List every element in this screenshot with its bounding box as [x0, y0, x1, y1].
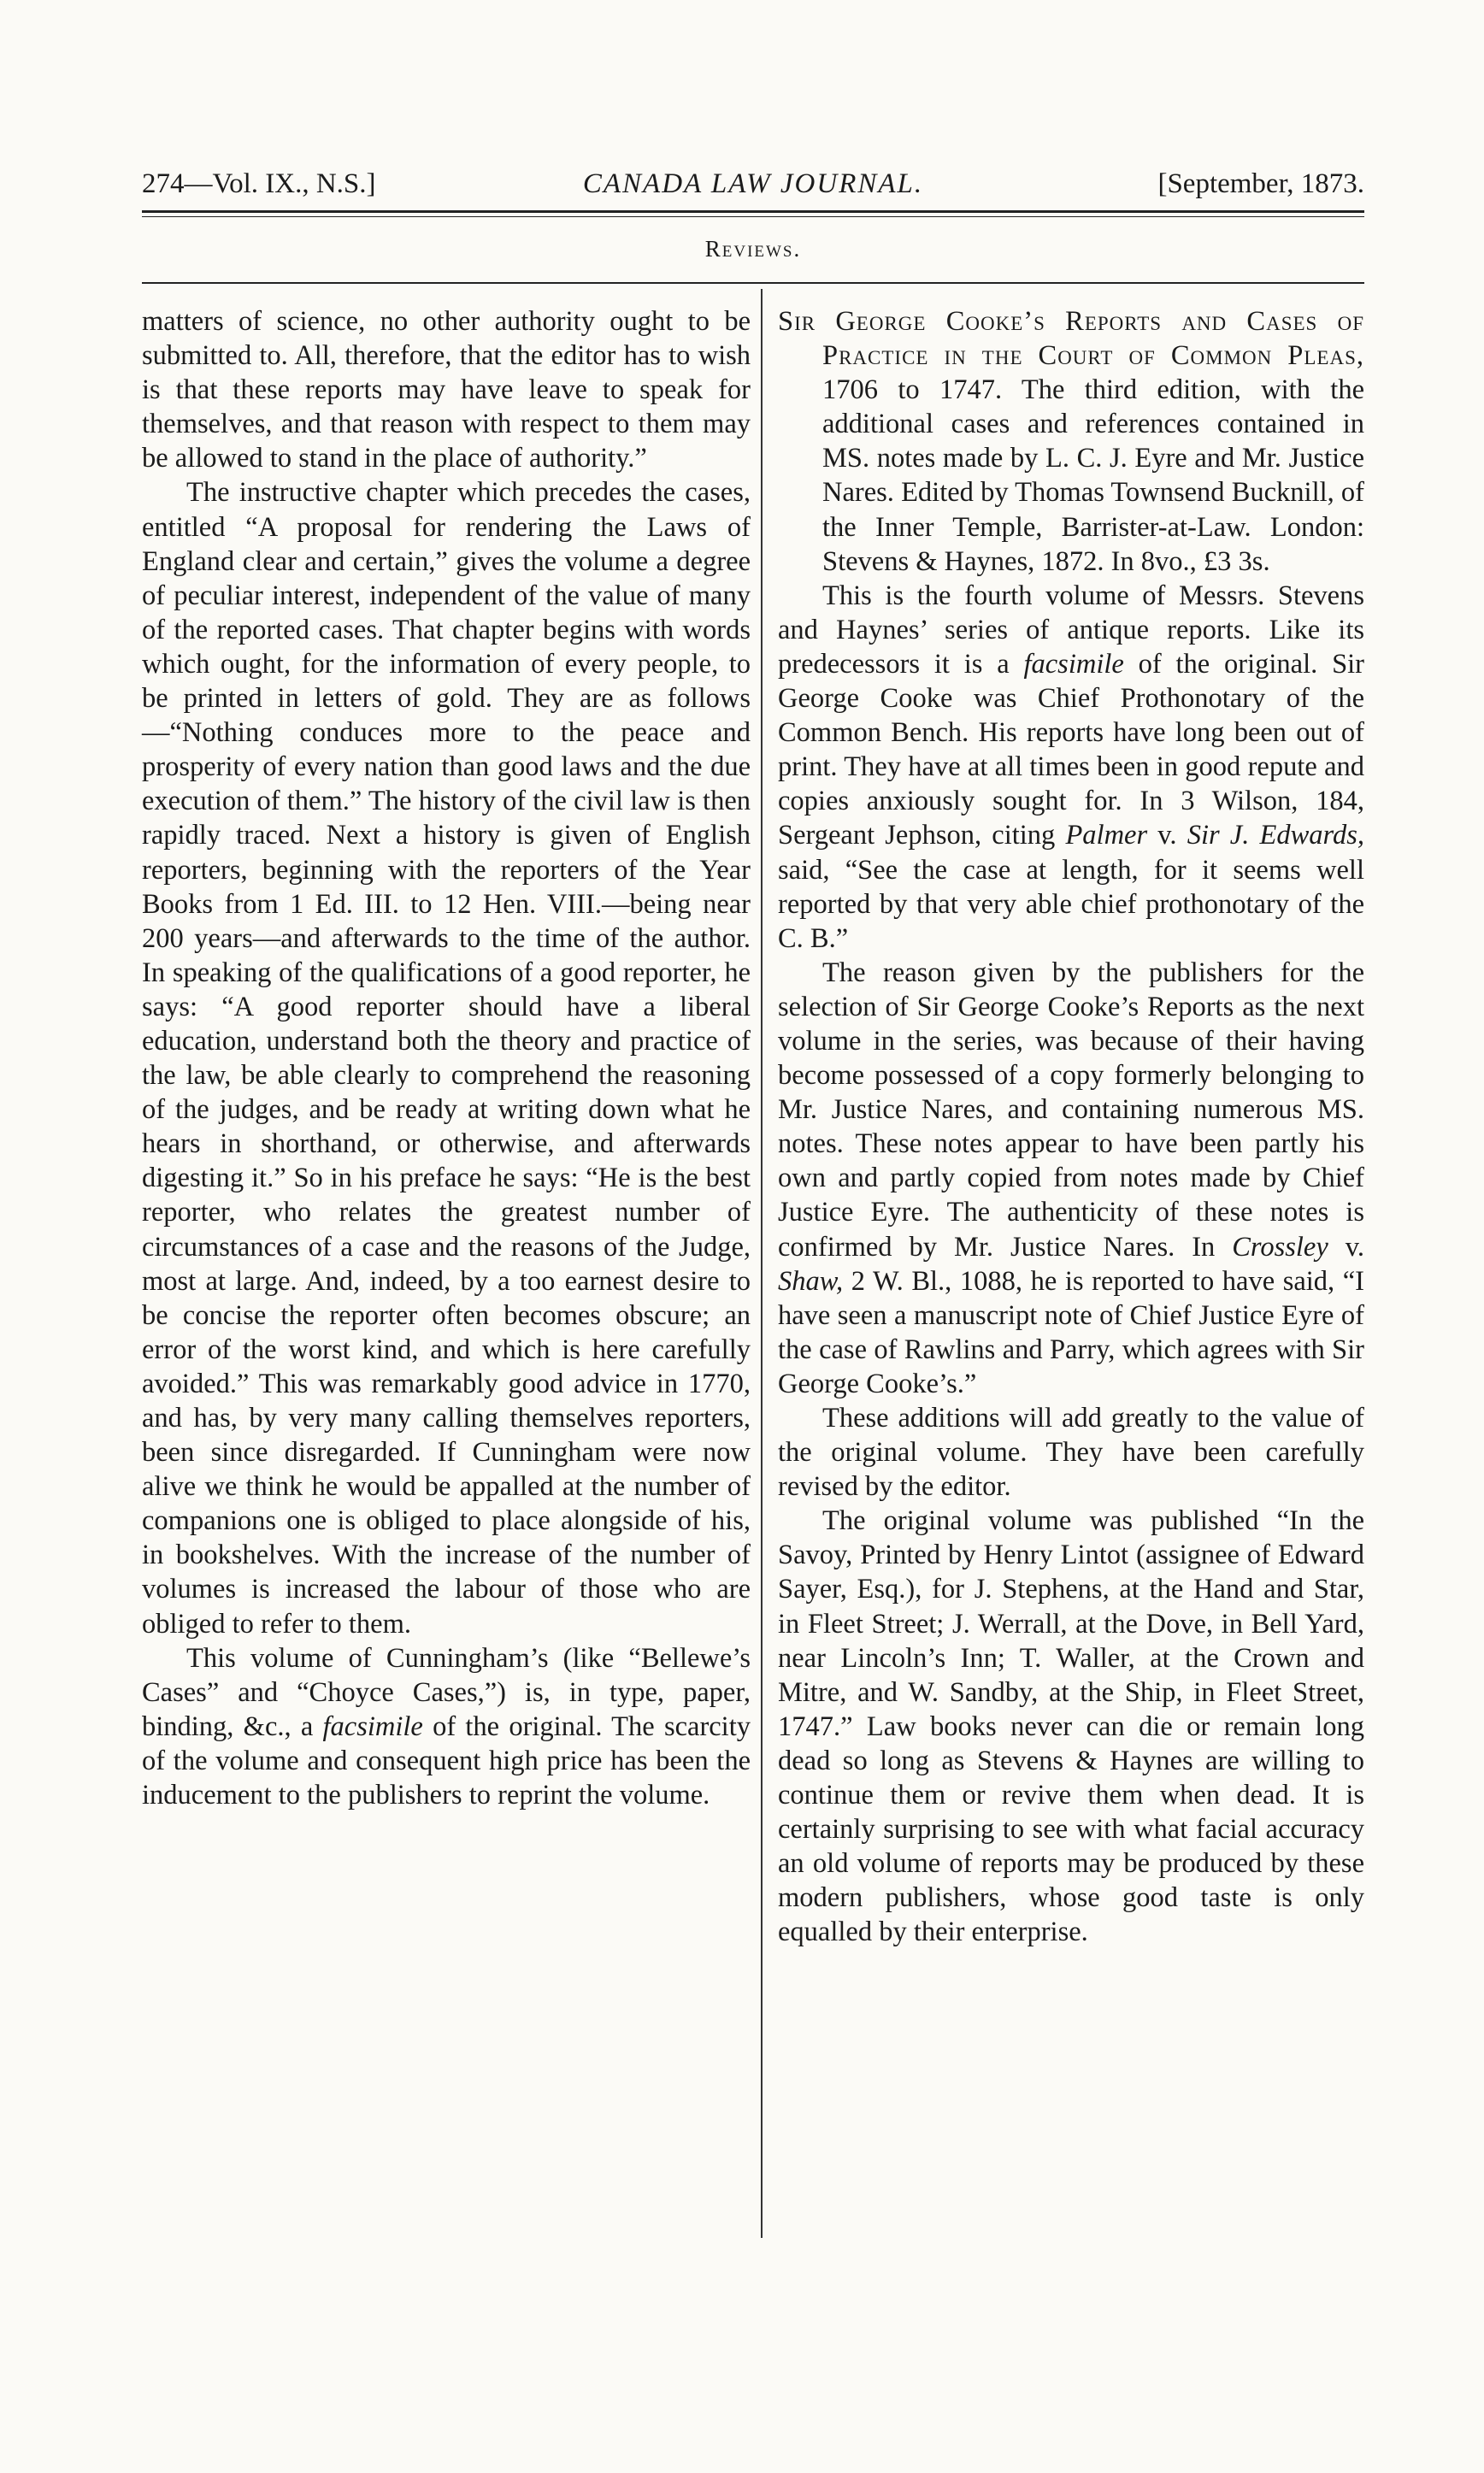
paragraph: The instructive chapter which precedes the cases, entitled “A proposal for rendering the Laws of England clear and certain,” gives the volume a degree of peculiar interest, independent of the value of many of the reported cases. That chapter begins with words which ought, for the information of every people, to be printed in letters of gold. They are as follows—“Nothing conduces more to the peace and prosperity of every nation than good laws and the due execution of them.” The history of the civil law is then rapidly traced. Next a history is given of English reporters, beginning with the reporters of the Year Books from 1 Ed. III. to 12 Hen. VIII.—being near 200 years—and afterwards to the time of the author. In speaking of the qualifications of a good reporter, he says: “A good reporter should have a liberal education, understand both the theory and practice of the law, be able clearly to comprehend the reasoning of the judges, and be ready at writing down what he hears in shorthand, or otherwise, and afterwards digesting it.” So in his preface he says: “He is the best reporter, who relates the greatest number of circumstances of a case and the reasons of the Judge, most at large. And, indeed, by a too earnest desire to be concise the reporter often becomes obscure; an error of the worst kind, and which is here carefully avoided.” This was remarkably good advice in 1770, and has, by very many calling themselves reporters, been since disregarded. If Cunningham were now alive we think he would be appalled at the number of companions one is obliged to place alongside of his, in bookshelves. With the increase of the number of volumes is increased the labour of those who are obliged to refer to them. [142, 477, 751, 1640]
left-column [142, 304, 751, 1812]
column-divider [761, 289, 763, 2238]
text: This volume of Cunningham’s (like “Bellewe’s Cases” and “Choyce Cases,”) is, in type, paper, binding, &c., a [142, 1642, 751, 1742]
text: of the original. The scarcity of the volume and consequent high price has been the inducement to the publishers to reprint the volume. [142, 1710, 751, 1811]
text: said, “See the case at length, for it seems well reported by that very able chief prothonotary of the C. B.” [778, 854, 1364, 954]
case-name: Palmer [1065, 820, 1148, 851]
text: 2 W. Bl., 1088, he is reported to have said, “I have seen a manuscript note of Chief Justice Eyre of the case of Rawlins and Parry, which agrees with Sir George Cooke’s.” [778, 1265, 1364, 1399]
case-name: Sir J. Edwards, [1187, 820, 1364, 851]
text: of the original. Sir George Cooke was Chief Prothonotary of the Common Bench. His reports have long been out of print. They have at all times been in good repute and copies anxiously sought for. In 3 Wilson, 184, Sergeant Jephson, citing [778, 648, 1364, 851]
paragraph: matters of science, no other authority ought to be submitted to. All, therefore, that the editor has to wish is that these reports may have leave to speak for themselves, and that reason with respect to them may be allowed to stand in the place of authority.” [142, 306, 751, 474]
text: v. [1147, 820, 1187, 851]
text: This is the fourth volume of Messrs. Stevens and Haynes’ series of antique reports. Like its predecessors it is a [778, 580, 1364, 680]
right-column [778, 304, 1364, 1950]
paragraph: The original volume was published “In the Savoy, Printed by Henry Lintot (assignee of Edward Sayer, Esq.), for J. Stephens, at the Hand and Star, in Fleet Street; J. Werrall, at the Dove, in Bell Yard, near Lincoln’s Inn; T. Waller, at the Crown and Mitre, and W. Sandby, at the Ship, in Fleet Street, 1747.” Law books never can die or remain long dead so long as Stevens & Haynes are willing to continue them or revive them when dead. It is certainly surprising to see with what facial accuracy an old volume of reports may be produced by these modern publishers, whose good taste is only equalled by their enterprise. [778, 1505, 1364, 1948]
issue-date: [September, 1873. [1157, 168, 1364, 199]
italic-text: facsimile [1023, 648, 1124, 680]
text: v. [1328, 1231, 1364, 1263]
journal-title: CANADA LAW JOURNAL. [582, 168, 924, 199]
section-title: Reviews. [704, 236, 802, 262]
section-rule [142, 282, 1364, 284]
review-heading [778, 304, 1364, 579]
running-head [142, 162, 1364, 205]
italic-text: facsimile [322, 1710, 423, 1742]
review-details: 1706 to 1747. The third edition, with the additional cases and references contained in MS. notes made by L. C. J. Eyre and Mr. Justice Nares. Edited by Thomas Townsend Bucknill, of the Inner Temple, Barrister-at-Law. London: Stevens & Haynes, 1872. In 8vo., £3 3s. [822, 374, 1364, 577]
paragraph: These additions will add greatly to the value of the original volume. They have been carefully revised by the editor. [778, 1403, 1364, 1503]
case-name: Crossley [1232, 1231, 1328, 1263]
header-rule-thin [142, 216, 1364, 217]
paragraph [778, 956, 1364, 1401]
review-title: Sir George Cooke’s Reports and Cases of Practice in the Court of Common Pleas, [778, 306, 1364, 372]
text: The reason given by the publishers for the selection of Sir George Cooke’s Reports as the next volume in the series, was because of their having become possessed of a copy formerly belonging to Mr. Justice Nares, and containing numerous MS. notes. These notes appear to have been partly his own and partly copied from notes made by Chief Justice Eyre. The authenticity of these notes is confirmed by Mr. Justice Nares. In [778, 957, 1364, 1263]
paragraph [778, 579, 1364, 956]
case-name: Shaw, [778, 1265, 844, 1297]
header-rule [142, 210, 1364, 213]
volume-page-label: 274—Vol. IX., N.S.] [142, 168, 376, 199]
paragraph [142, 1641, 751, 1812]
